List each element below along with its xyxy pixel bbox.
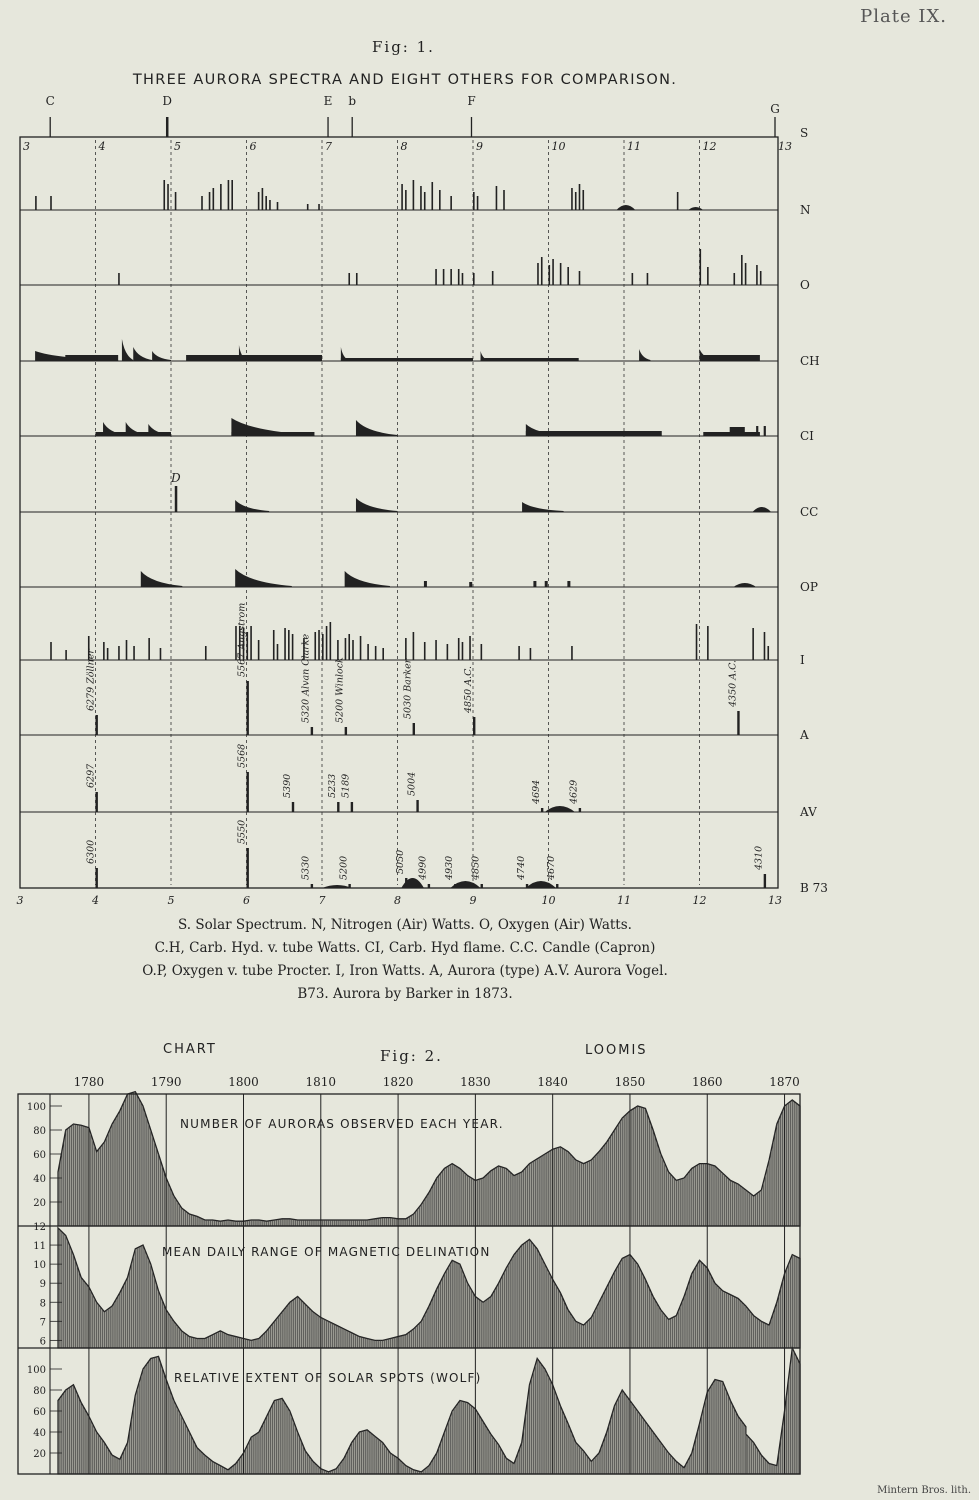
aurora-av-label: 5233 (327, 773, 339, 798)
iron-line (413, 632, 415, 660)
aurora-b73-label: 5200 (338, 855, 350, 880)
iron-line (288, 630, 290, 660)
aurora-a-label: 4850 A.C. (463, 665, 474, 713)
aurora-b73-label: 4670 (546, 855, 558, 880)
panel-title: NUMBER OF AURORAS OBSERVED EACH YEAR. (180, 1117, 504, 1131)
nitrogen-line (473, 192, 475, 210)
aurora-a-line (345, 727, 347, 735)
iron-line (571, 646, 573, 660)
year-tick-label: 1810 (305, 1075, 337, 1089)
oxygen-line (450, 269, 452, 285)
year-tick-label: 1790 (150, 1075, 182, 1089)
iron-line (50, 642, 52, 660)
oxygen-line (348, 273, 350, 285)
iron-line (103, 642, 105, 660)
aurora-av-band (545, 806, 575, 812)
nitrogen-line (201, 196, 203, 210)
iron-line (481, 644, 483, 660)
oxygen-line (549, 265, 551, 285)
iron-line (764, 632, 766, 660)
aurora-a-line (413, 723, 415, 735)
ch-band (481, 358, 579, 361)
iron-line (322, 634, 324, 660)
oxygen-line (700, 249, 702, 285)
y-tick-label: 100 (26, 1102, 46, 1113)
op-band (235, 569, 292, 587)
nitrogen-line (167, 184, 169, 210)
aurora-av-line (96, 792, 98, 812)
aurora-a-label: 5567 Angstrom (236, 602, 248, 677)
nitrogen-line (439, 190, 441, 210)
aurora-a-label: 6279 Zöllner (85, 649, 97, 711)
aurora-av-line (351, 802, 353, 812)
nitrogen-line (50, 196, 52, 210)
aurora-b73-label: 4850 (470, 855, 482, 880)
row-label: CI (800, 429, 814, 443)
aurora-b73-label: 5550 (236, 819, 248, 844)
bottom-scale-label: 7 (318, 894, 326, 907)
oxygen-line (745, 263, 747, 285)
oxygen-line (632, 273, 634, 285)
y-tick-label: 100 (26, 1365, 46, 1376)
iron-line (292, 634, 294, 660)
top-scale-label: 6 (249, 140, 257, 153)
aurora-a-label: 4350 A.C. (727, 659, 739, 707)
oxygen-line (443, 269, 445, 285)
y-tick-label: 40 (33, 1428, 46, 1439)
oxygen-line (356, 273, 358, 285)
iron-line (405, 638, 407, 660)
y-tick-label: 80 (33, 1126, 46, 1137)
aurora-a-line (737, 711, 739, 735)
y-tick-label: 60 (33, 1407, 46, 1418)
y-tick-label: 7 (39, 1317, 46, 1329)
fraunhofer-letter: G (770, 102, 780, 116)
row-label: O (800, 278, 810, 292)
iron-line (250, 626, 252, 660)
y-tick-label: 20 (33, 1449, 46, 1460)
iron-line (273, 630, 275, 660)
fig1-caption (60, 914, 750, 1006)
nitrogen-line (269, 200, 271, 210)
oxygen-line (707, 267, 709, 285)
aurora-av-line (416, 800, 418, 812)
aurora-av-line (541, 808, 543, 812)
row-label: I (800, 653, 805, 667)
iron-line (160, 648, 162, 660)
aurora-a-label: 5320 Alvan Clarke (300, 633, 312, 723)
oxygen-line (756, 265, 758, 285)
fraunhofer-letter: D (162, 94, 173, 108)
year-tick-label: 1840 (537, 1075, 568, 1089)
caption-line: S. Solar Spectrum. N, Nitrogen (Air) Watts. O, Oxygen (Air) Watts. (178, 917, 632, 933)
aurora-av-label: 5568 (236, 743, 248, 768)
y-tick-label: 40 (33, 1174, 46, 1185)
oxygen-line (537, 263, 539, 285)
year-tick-label: 1820 (382, 1075, 414, 1089)
top-scale-label: 11 (627, 140, 641, 153)
iron-line (205, 646, 207, 660)
aurora-av-label: 4629 (568, 779, 580, 804)
nitrogen-line (277, 202, 279, 210)
bottom-scale-label: 3 (16, 894, 24, 907)
panel-title: MEAN DAILY RANGE OF MAGNETIC DELINATION (162, 1245, 491, 1259)
nitrogen-line (213, 188, 215, 210)
aurora-b73-line (481, 884, 483, 888)
year-tick-label: 1870 (769, 1075, 800, 1089)
chart-word: CHART (163, 1042, 217, 1057)
nitrogen-line (220, 184, 222, 210)
nitrogen-band (616, 205, 635, 210)
oxygen-line (541, 257, 543, 285)
fig2-loomis-chart (0, 1066, 979, 1486)
iron-line (424, 642, 426, 660)
aurora-b73-label: 4740 (515, 855, 527, 880)
aurora-b73-label: 4930 (444, 855, 456, 880)
aurora-b73-label: 5050 (395, 849, 407, 874)
top-scale-label: 9 (476, 140, 483, 153)
oxygen-line (492, 271, 494, 285)
fig2-label: Fig: 2. (380, 1047, 443, 1065)
oxygen-line (435, 269, 437, 285)
top-scale-label: 4 (98, 140, 106, 153)
bottom-scale-label: 8 (394, 894, 401, 907)
aurora-av-line (247, 772, 249, 812)
op-line (567, 581, 570, 587)
aurora-b73-label: 5330 (300, 855, 312, 880)
y-tick-label: 10 (33, 1260, 46, 1272)
bottom-scale-label: 11 (617, 894, 631, 907)
ch-band (639, 349, 650, 361)
oxygen-line (462, 273, 464, 285)
nitrogen-line (209, 192, 211, 210)
nitrogen-line (163, 180, 165, 210)
aurora-av-label: 5004 (406, 771, 418, 796)
y-tick-label: 12 (33, 1222, 46, 1233)
bottom-scale-label: 10 (541, 894, 556, 907)
nitrogen-line (582, 190, 584, 210)
row-label: N (800, 203, 811, 217)
year-tick-label: 1850 (614, 1075, 646, 1089)
year-tick-label: 1800 (228, 1075, 259, 1089)
ci-line (764, 426, 766, 436)
aurora-a-line (473, 717, 475, 735)
y-tick-label: 80 (33, 1386, 46, 1397)
nitrogen-line (175, 192, 177, 210)
nitrogen-line (579, 184, 581, 210)
oxygen-line (560, 263, 562, 285)
op-band (733, 583, 756, 587)
caption-line: B73. Aurora by Barker in 1873. (297, 986, 513, 1002)
fraunhofer-letter: b (348, 94, 357, 108)
nitrogen-line (575, 192, 577, 210)
oxygen-line (760, 271, 762, 285)
nitrogen-line (503, 190, 505, 210)
aurora-b73-band (526, 881, 556, 888)
iron-line (435, 640, 437, 660)
ci-band (356, 420, 398, 436)
row-label: AV (800, 805, 817, 819)
oxygen-line (118, 273, 120, 285)
series-area (58, 1348, 800, 1474)
iron-line (107, 648, 109, 660)
fraunhofer-letter: F (467, 94, 476, 108)
iron-line (462, 642, 464, 660)
aurora-av-line (579, 808, 581, 812)
iron-line (530, 648, 532, 660)
nitrogen-line (318, 204, 320, 210)
nitrogen-line (405, 190, 407, 210)
iron-line (126, 640, 128, 660)
bottom-scale-label: 12 (692, 894, 707, 907)
aurora-b73-line (428, 884, 430, 888)
bottom-scale-label: 9 (469, 894, 477, 907)
aurora-b73-band (322, 885, 352, 888)
iron-line (148, 638, 150, 660)
ch-band (186, 355, 322, 361)
iron-line (360, 636, 362, 660)
iron-line (696, 624, 698, 660)
iron-line (752, 628, 754, 660)
op-band (141, 571, 183, 587)
bottom-scale-label: 5 (167, 894, 175, 907)
row-label: A (800, 728, 809, 742)
cc-band (356, 498, 398, 512)
iron-line (284, 628, 286, 660)
author-label: LOOMIS (585, 1043, 648, 1058)
nitrogen-line (424, 192, 426, 210)
iron-line (469, 636, 471, 660)
nitrogen-line (258, 192, 260, 210)
row-label: CC (800, 505, 819, 519)
y-tick-label: 60 (33, 1150, 46, 1161)
aurora-av-line (337, 802, 339, 812)
nitrogen-line (265, 196, 267, 210)
y-tick-label: 8 (39, 1298, 46, 1310)
iron-line (337, 640, 339, 660)
aurora-b73-line (556, 884, 558, 888)
oxygen-line (579, 271, 581, 285)
top-scale-label: 5 (174, 140, 181, 153)
iron-line (352, 640, 354, 660)
top-scale-label: 7 (325, 140, 332, 153)
nitrogen-line (35, 196, 37, 210)
y-tick-label: 11 (33, 1241, 46, 1253)
aurora-a-line (247, 681, 249, 735)
iron-line (314, 632, 316, 660)
iron-line (277, 644, 279, 660)
oxygen-line (733, 273, 735, 285)
cc-band (752, 507, 771, 512)
y-tick-label: 6 (39, 1336, 46, 1348)
ch-band (122, 339, 133, 361)
row-label: CH (800, 354, 820, 368)
aurora-a-line (96, 715, 98, 735)
aurora-b73-label: 6300 (85, 839, 97, 864)
iron-line (348, 634, 350, 660)
oxygen-line (567, 267, 569, 285)
oxygen-line (552, 259, 554, 285)
caption-line: O.P, Oxygen v. tube Procter. I, Iron Watts. A, Aurora (type) A.V. Aurora Vogel. (142, 963, 668, 979)
year-tick-label: 1830 (460, 1075, 491, 1089)
oxygen-line (458, 269, 460, 285)
nitrogen-line (677, 192, 679, 210)
op-line (533, 581, 536, 587)
iron-line (367, 644, 369, 660)
aurora-av-line (292, 802, 294, 812)
nitrogen-line (496, 186, 498, 210)
nitrogen-line (228, 180, 230, 210)
aurora-a-line (311, 727, 313, 735)
iron-line (707, 626, 709, 660)
panel-title: RELATIVE EXTENT OF SOLAR SPOTS (WOLF) (174, 1371, 482, 1385)
nitrogen-line (450, 196, 452, 210)
y-tick-label: 20 (33, 1198, 46, 1209)
oxygen-line (473, 273, 475, 285)
cc-sodium-line (175, 486, 178, 512)
iron-line (318, 630, 320, 660)
iron-line (326, 626, 328, 660)
year-tick-label: 1860 (691, 1075, 723, 1089)
nitrogen-line (307, 204, 309, 210)
op-line (545, 581, 548, 587)
nitrogen-line (431, 182, 433, 210)
ci-band (730, 427, 745, 436)
iron-line (767, 646, 769, 660)
aurora-av-label: 6297 (85, 763, 97, 788)
nitrogen-line (413, 180, 415, 210)
bottom-scale-label: 13 (768, 894, 782, 907)
year-tick-label: 1780 (73, 1075, 105, 1089)
lithographer-credit: Mintern Bros. lith. (877, 1485, 971, 1496)
aurora-b73-line (311, 884, 313, 888)
top-scale-label: 3 (23, 140, 30, 153)
top-scale-label: 10 (551, 140, 566, 153)
fig1-title: THREE AURORA SPECTRA AND EIGHT OTHERS FOR COMPARISON. (132, 72, 678, 88)
iron-line (518, 646, 520, 660)
nitrogen-band (688, 207, 703, 210)
top-scale-label: 8 (400, 140, 408, 153)
ch-band (133, 347, 152, 361)
aurora-av-label: 5390 (281, 773, 293, 798)
cc-band (235, 500, 269, 512)
cc-band (522, 502, 564, 512)
fraunhofer-letter: E (323, 94, 333, 108)
aurora-av-label: 4694 (530, 779, 542, 804)
row-label: B 73 (800, 881, 828, 895)
aurora-a-label: 5200 Winlock (334, 657, 346, 723)
ci-band (231, 432, 314, 436)
op-band (345, 571, 390, 587)
top-scale-label: 12 (702, 140, 717, 153)
ch-band (152, 351, 171, 361)
iron-line (375, 646, 377, 660)
iron-line (118, 646, 120, 660)
iron-line (258, 640, 260, 660)
row-label: S (800, 126, 809, 140)
aurora-a-label: 5030 Barker (402, 658, 414, 719)
top-scale-label: 13 (778, 140, 792, 153)
aurora-b73-line (247, 848, 249, 888)
y-tick-label: 9 (39, 1279, 46, 1291)
aurora-b73-label: 4310 (753, 845, 765, 870)
nitrogen-line (401, 184, 403, 210)
bottom-scale-label: 4 (92, 894, 99, 907)
aurora-av-label: 5189 (340, 773, 352, 798)
oxygen-line (741, 255, 743, 285)
iron-line (330, 622, 332, 660)
nitrogen-line (231, 180, 233, 210)
ch-band (341, 358, 473, 361)
oxygen-line (647, 273, 649, 285)
nitrogen-line (477, 196, 479, 210)
iron-line (345, 638, 347, 660)
aurora-b73-line (764, 874, 766, 888)
bottom-scale-label: 6 (243, 894, 250, 907)
aurora-b73-line (96, 868, 98, 888)
nitrogen-line (571, 188, 573, 210)
nitrogen-line (262, 188, 264, 210)
nitrogen-line (420, 186, 422, 210)
op-line (469, 582, 472, 587)
aurora-b73-label: 4990 (417, 855, 429, 880)
caption-line: C.H, Carb. Hyd. v. tube Watts. CI, Carb. Hyd flame. C.C. Candle (Capron) (154, 940, 656, 956)
iron-line (458, 638, 460, 660)
op-line (424, 581, 427, 587)
cc-d-mark: D (170, 471, 181, 485)
row-label: OP (800, 580, 818, 594)
plate-number: Plate IX. (860, 6, 947, 27)
ci-line (756, 426, 758, 436)
iron-line (133, 646, 135, 660)
aurora-b73-band (450, 881, 480, 888)
iron-line (65, 650, 67, 660)
ch-band (65, 355, 118, 361)
iron-line (447, 644, 449, 660)
fig1-label: Fig: 1. (372, 38, 435, 56)
fraunhofer-letter: C (45, 94, 55, 108)
iron-line (382, 648, 384, 660)
